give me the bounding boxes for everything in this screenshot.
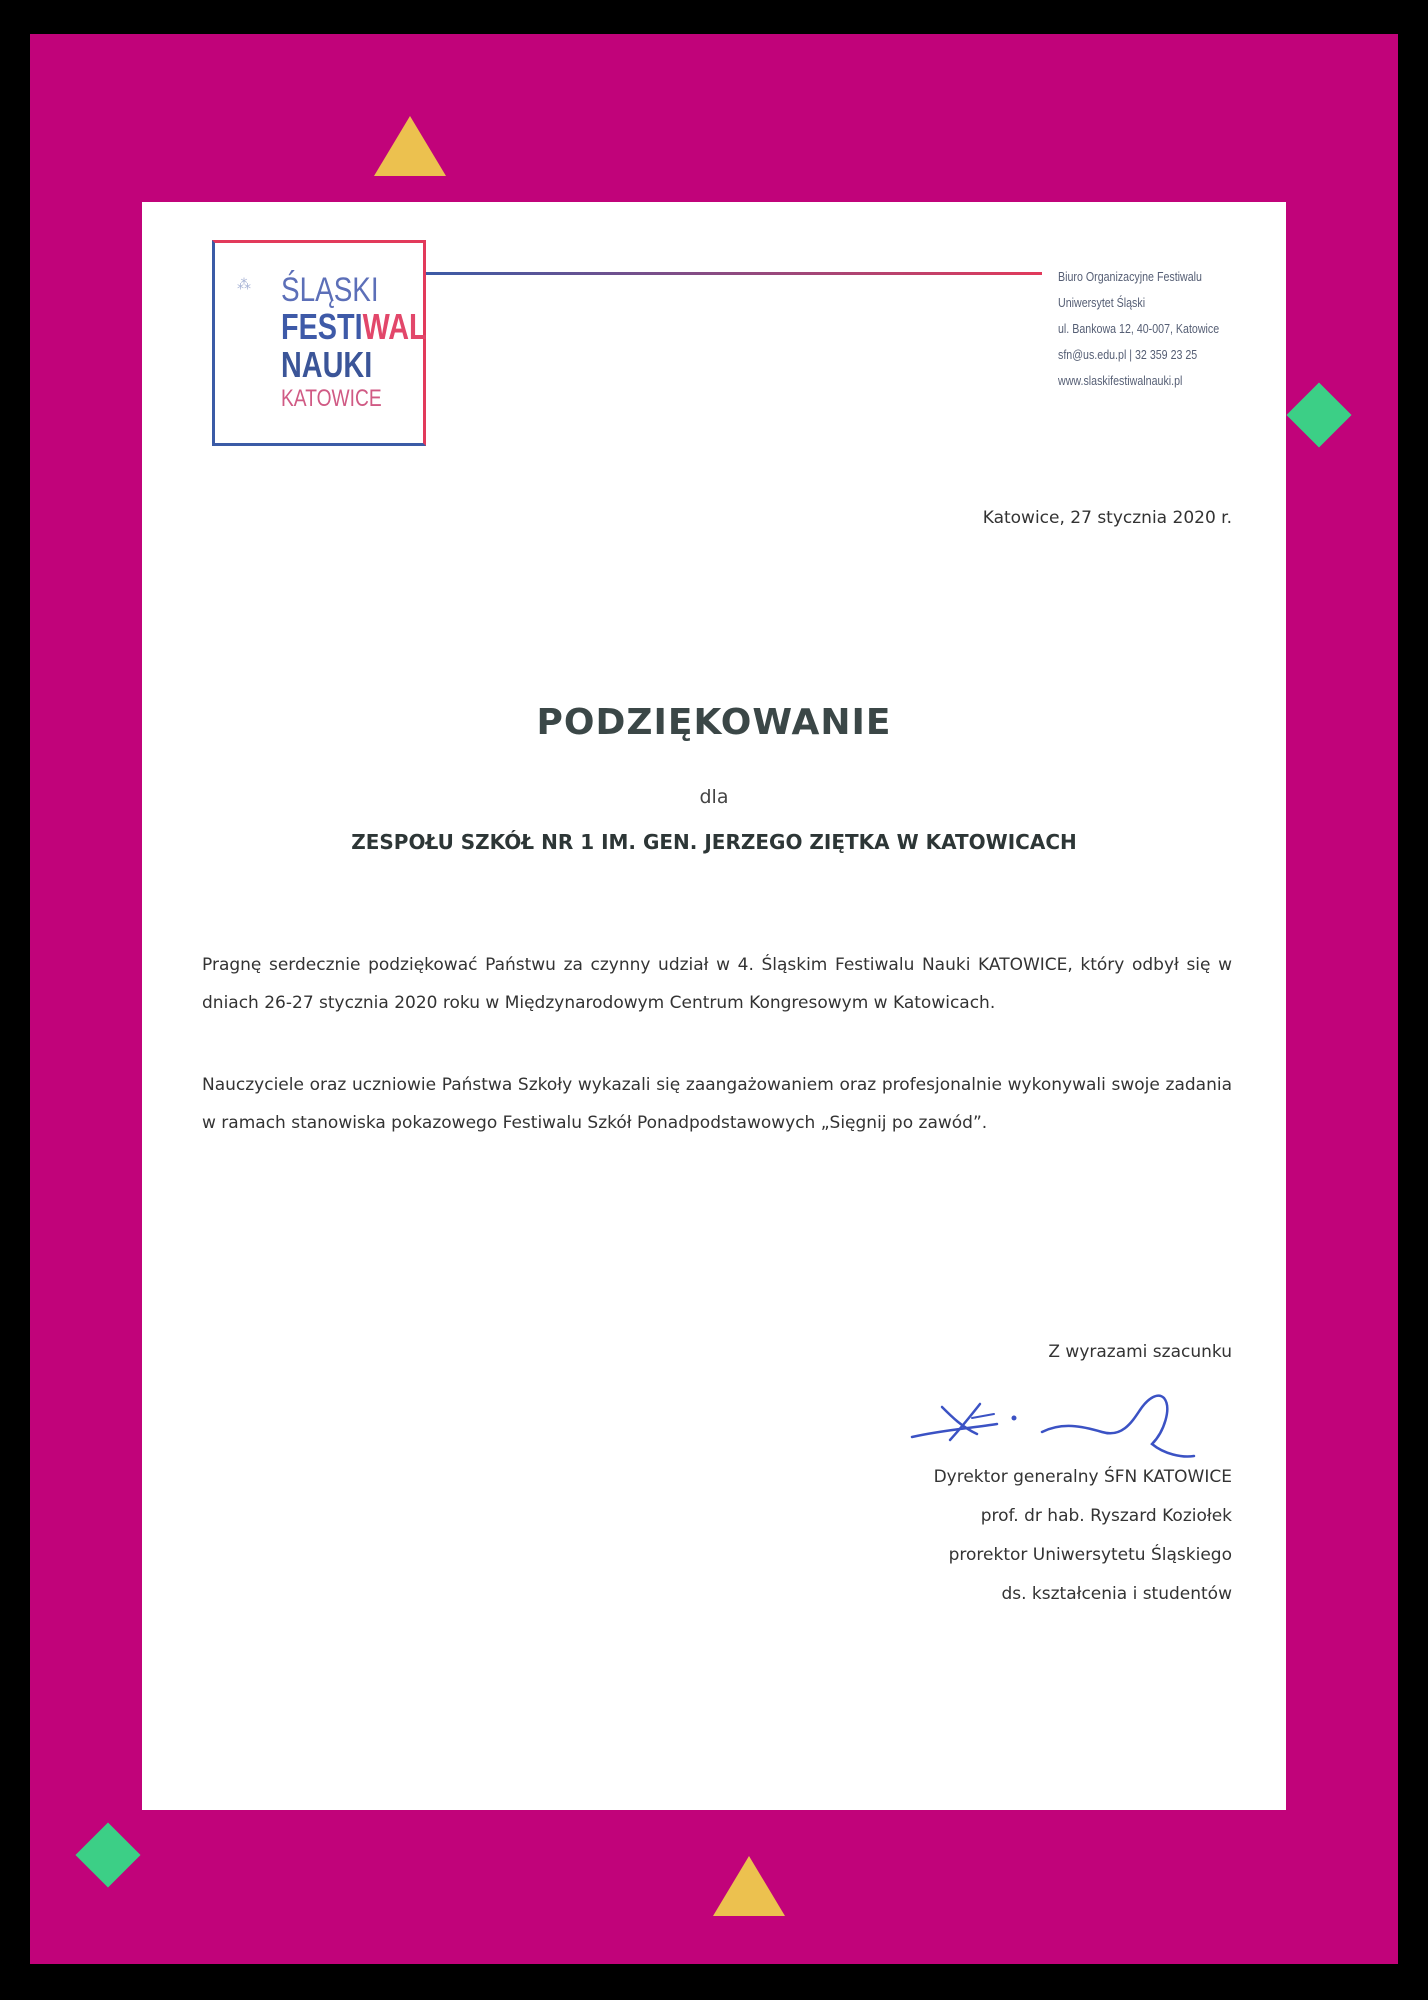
signatory-position: Dyrektor generalny ŚFN KATOWICE [933, 1467, 1232, 1487]
signatory-name: prof. dr hab. Ryszard Koziołek [980, 1506, 1232, 1526]
triangle-shape-top [374, 116, 446, 176]
office-address [1058, 264, 1255, 394]
office-contact: sfn@us.edu.pl | 32 359 23 25 [1058, 347, 1198, 362]
signatory-role: prorektor Uniwersytetu Śląskiego [948, 1545, 1232, 1565]
logo-line-4: KATOWICE [281, 385, 382, 412]
signatory-department: ds. kształcenia i studentów [1001, 1584, 1232, 1604]
logo-line-2: FESTIWAL [281, 306, 427, 347]
handwritten-signature [902, 1382, 1202, 1462]
office-line-2: Uniwersytet Śląski [1058, 295, 1146, 310]
letter-date: Katowice, 27 stycznia 2020 r. [982, 508, 1232, 528]
office-line-1: Biuro Organizacyjne Festiwalu [1058, 269, 1202, 284]
logo-line-3: NAUKI [281, 344, 373, 385]
letter-paragraph-1: Pragnę serdecznie podziękować Państwu za czynny udział w 4. Śląskim Festiwalu Nauki KATOWICE, który odbył się w dniach 26-27 stycznia 2020 roku w Międzynarodowym Centrum Kongresowym w Katowicach. [202, 955, 1232, 1013]
logo-line-1: ŚLĄSKI [281, 271, 379, 309]
office-line-3: ul. Bankowa 12, 40-007, Katowice [1058, 321, 1220, 336]
logo-dots-icon: ⁂ [237, 277, 249, 293]
thank-you-letter [142, 202, 1286, 1810]
festival-logo [212, 240, 426, 446]
office-website: www.slaskifestiwalnauki.pl [1058, 373, 1183, 388]
triangle-shape-bottom [713, 1856, 785, 1916]
letter-title: PODZIĘKOWANIE [536, 702, 892, 743]
letter-for: dla [699, 786, 729, 808]
letter-recipient: ZESPOŁU SZKÓŁ NR 1 IM. GEN. JERZEGO ZIĘTKA W KATOWICACH [351, 830, 1077, 854]
letter-paragraph-2: Nauczyciele oraz uczniowie Państwa Szkoły wykazali się zaangażowaniem oraz profesjonalnie wykonywali swoje zadania w ramach stanowiska pokazowego Festiwalu Szkół Ponadpodstawowych „Sięgnij po zawód”. [202, 1075, 1232, 1133]
header-divider [426, 272, 1042, 275]
signature-block [934, 1458, 1232, 1614]
letter-closing: Z wyrazami szacunku [1048, 1342, 1232, 1362]
